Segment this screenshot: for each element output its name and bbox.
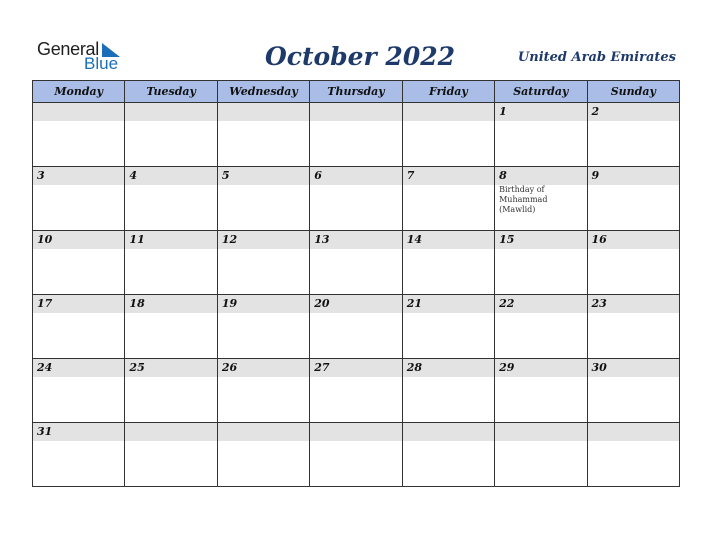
day-number	[310, 423, 401, 441]
day-cell	[217, 103, 309, 167]
day-number	[218, 423, 309, 441]
day-number: 24	[33, 359, 124, 377]
weekday-friday: Friday	[402, 81, 494, 103]
day-number: 15	[495, 231, 586, 249]
day-cell	[33, 167, 125, 231]
day-number: 10	[33, 231, 124, 249]
day-number	[33, 103, 124, 121]
day-number	[310, 103, 401, 121]
day-number	[403, 423, 494, 441]
week-row	[33, 423, 680, 487]
week-row	[33, 103, 680, 167]
day-number: 12	[218, 231, 309, 249]
day-cell	[125, 295, 217, 359]
day-number: 2	[588, 103, 679, 121]
week-row	[33, 167, 680, 231]
day-number: 13	[310, 231, 401, 249]
day-number: 6	[310, 167, 401, 185]
day-number: 19	[218, 295, 309, 313]
day-number: 4	[125, 167, 216, 185]
day-cell	[402, 295, 494, 359]
calendar-grid	[32, 80, 680, 487]
day-cell	[402, 167, 494, 231]
day-number: 31	[33, 423, 124, 441]
day-number: 9	[588, 167, 679, 185]
day-cell	[217, 295, 309, 359]
day-number: 26	[218, 359, 309, 377]
day-number: 27	[310, 359, 401, 377]
weekday-wednesday: Wednesday	[217, 81, 309, 103]
day-cell	[33, 295, 125, 359]
day-cell	[125, 231, 217, 295]
day-number	[218, 103, 309, 121]
day-number: 20	[310, 295, 401, 313]
day-number: 23	[588, 295, 679, 313]
day-cell	[125, 103, 217, 167]
day-number: 18	[125, 295, 216, 313]
day-cell	[33, 231, 125, 295]
day-cell	[125, 359, 217, 423]
day-number: 21	[403, 295, 494, 313]
day-number: 14	[403, 231, 494, 249]
calendar-title: October 2022	[264, 42, 456, 71]
day-cell	[310, 295, 402, 359]
day-cell	[495, 167, 587, 231]
day-number: 25	[125, 359, 216, 377]
day-cell	[125, 423, 217, 487]
day-cell	[587, 103, 679, 167]
day-cell	[33, 423, 125, 487]
weekday-tuesday: Tuesday	[125, 81, 217, 103]
country-name: United Arab Emirates	[517, 50, 676, 65]
day-cell	[310, 103, 402, 167]
day-cell	[217, 167, 309, 231]
day-number	[588, 423, 679, 441]
day-cell	[495, 103, 587, 167]
day-cell	[33, 103, 125, 167]
day-number: 7	[403, 167, 494, 185]
logo-word-blue: Blue	[84, 54, 119, 73]
weekday-thursday: Thursday	[310, 81, 402, 103]
day-cell	[587, 167, 679, 231]
day-cell	[402, 423, 494, 487]
day-cell	[402, 359, 494, 423]
weekday-sunday: Sunday	[587, 81, 679, 103]
day-number: 17	[33, 295, 124, 313]
day-number	[125, 103, 216, 121]
day-cell	[495, 423, 587, 487]
day-number: 8	[495, 167, 586, 185]
day-number: 22	[495, 295, 586, 313]
logo-word-general: General	[37, 39, 99, 59]
day-number: 30	[588, 359, 679, 377]
day-number	[495, 423, 586, 441]
day-cell	[587, 423, 679, 487]
weekday-header-row	[33, 81, 680, 103]
week-row	[33, 231, 680, 295]
day-cell	[310, 167, 402, 231]
weekday-monday: Monday	[33, 81, 125, 103]
day-cell	[217, 359, 309, 423]
day-cell	[495, 295, 587, 359]
day-number: 28	[403, 359, 494, 377]
day-number: 29	[495, 359, 586, 377]
day-cell	[33, 359, 125, 423]
day-number: 5	[218, 167, 309, 185]
day-cell	[495, 359, 587, 423]
week-row	[33, 295, 680, 359]
day-number: 16	[588, 231, 679, 249]
day-cell	[310, 231, 402, 295]
generalblue-logo	[37, 39, 127, 75]
day-cell	[402, 103, 494, 167]
day-number: 3	[33, 167, 124, 185]
week-row	[33, 359, 680, 423]
day-cell	[495, 231, 587, 295]
day-cell	[217, 423, 309, 487]
day-cell	[402, 231, 494, 295]
day-number	[125, 423, 216, 441]
day-cell	[310, 423, 402, 487]
day-cell	[587, 231, 679, 295]
day-cell	[310, 359, 402, 423]
day-cell	[587, 295, 679, 359]
day-number	[403, 103, 494, 121]
day-cell	[217, 231, 309, 295]
day-number: 11	[125, 231, 216, 249]
day-number: 1	[495, 103, 586, 121]
holiday-label: Birthday of Muhammad (Mawlid)	[499, 185, 548, 214]
day-cell	[587, 359, 679, 423]
weekday-saturday: Saturday	[495, 81, 587, 103]
day-cell	[125, 167, 217, 231]
